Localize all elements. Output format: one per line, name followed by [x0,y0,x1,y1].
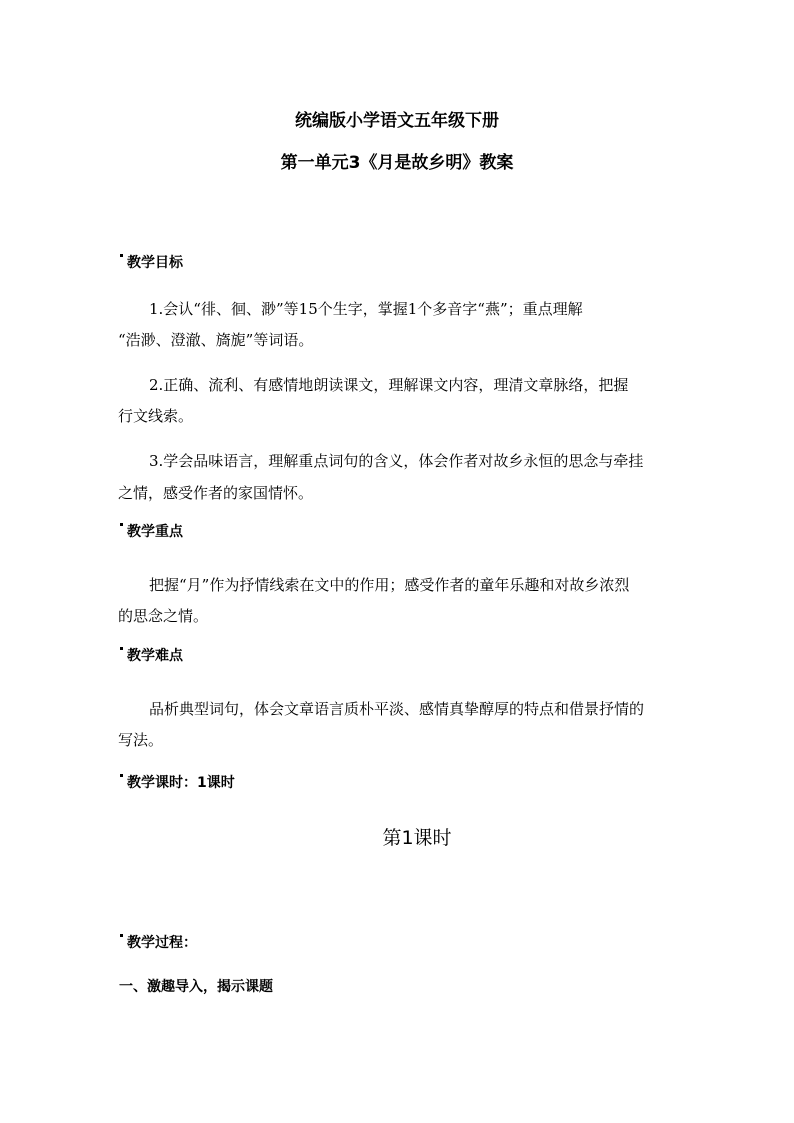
hours-heading-text: 教学课时：1课时 [127,775,235,791]
key-points-line1: 把握“月”作为抒情线索在文中的作用；感受作者的童年乐趣和对故乡浓烈 [149,576,630,594]
bullet-icon [120,774,123,777]
document-title-line2: 第一单元3《月是故乡明》教案 [280,153,514,173]
difficulties-heading-text: 教学难点 [127,648,183,664]
key-points-line2: 的思念之情。 [118,607,209,625]
section-heading-process [120,932,197,952]
section-heading-hours [120,772,235,792]
objective-3-line1: 3.学会品味语言，理解重点词句的含义，体会作者对故乡永恒的思念与牵挂 [149,452,644,470]
document-title-line1: 统编版小学语文五年级下册 [295,111,499,131]
objective-1-line1: 1.会认“徘、徊、渺”等15个生字，掌握1个多音字“燕”；重点理解 [149,300,583,318]
objective-2-line2: 行文线索。 [118,407,194,425]
bullet-icon [120,647,123,650]
objectives-heading-text: 教学目标 [127,255,183,271]
bullet-icon [120,934,123,937]
bullet-icon [120,254,123,257]
section-heading-key-points [120,521,183,541]
key-points-heading-text: 教学重点 [127,524,183,540]
section-heading-difficulties [120,645,183,665]
bullet-icon [120,523,123,526]
process-step-1: 一、激趣导入，揭示课题 [119,979,273,995]
process-heading-text: 教学过程： [127,935,197,951]
difficulties-line2: 写法。 [118,731,164,749]
objective-3-line2: 之情，感受作者的家国情怀。 [118,484,314,502]
section-heading-objectives [120,252,183,272]
objective-1-line2: “浩渺、澄澈、旖旎”等词语。 [118,331,314,349]
lesson-title: 第1课时 [382,827,452,849]
objective-2-line1: 2.正确、流利、有感情地朗读课文，理解课文内容，理清文章脉络，把握 [149,376,629,394]
difficulties-line1: 品析典型词句，体会文章语言质朴平淡、感情真挚醇厚的特点和借景抒情的 [149,700,645,718]
